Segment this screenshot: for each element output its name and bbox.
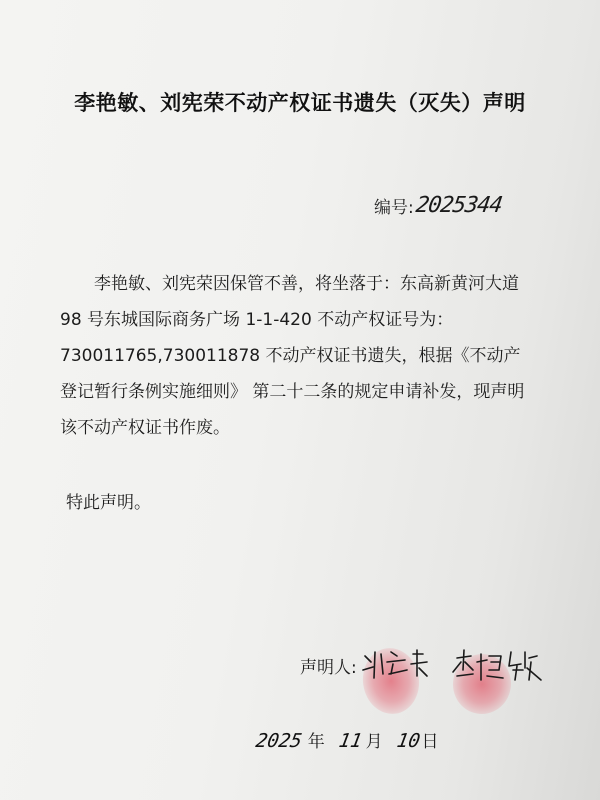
signature-strokes (357, 640, 547, 690)
declarant-label: 声明人: (300, 657, 357, 678)
date-year-unit: 年 (307, 732, 325, 752)
document-title: 李艳敏、刘宪荣不动产权证书遗失（灭失）声明 (74, 91, 526, 115)
closing-statement: 特此声明。 (66, 493, 151, 513)
date-month-unit: 月 (365, 732, 383, 752)
serial-label: 编号: (374, 198, 414, 218)
date-month: 11 (336, 730, 364, 752)
date-day-unit: 日 (421, 732, 439, 752)
declaration-text: 李艳敏、刘宪荣因保管不善，将坐落于：东高新黄河大道 98 号东城国际商务广场 1-1-420 不动产权证号为：730011765,730011878 不动产权证书遗失，根据《不动产登记暂行条例实施细则》 第二十二条的规定申请补发，现声明该不动产权证书作废。 (60, 274, 525, 438)
handwritten-signatures (357, 640, 547, 690)
serial-number (374, 188, 504, 218)
declarant-row (300, 640, 547, 690)
date-year: 2025 (254, 730, 304, 752)
declaration-date (256, 720, 439, 752)
serial-value-handwritten: 2025344 (413, 193, 504, 218)
declaration-body (60, 266, 530, 446)
date-day: 10 (394, 730, 422, 752)
